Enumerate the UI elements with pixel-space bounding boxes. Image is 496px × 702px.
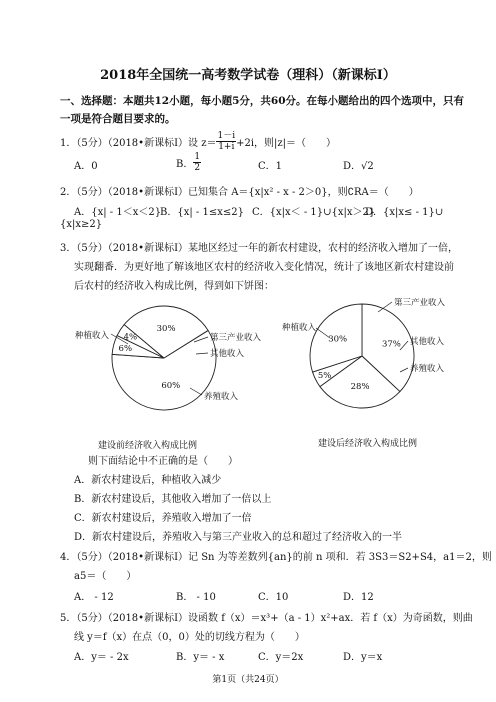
q1-option-b-denominator: 2: [194, 163, 201, 173]
q1-option-a: A．0: [74, 161, 98, 172]
question-3-line1: 3．（5分）（2018•新课标Ⅰ）某地区经过一年的新农村建设，农村的经济收入增加了一倍，: [60, 243, 459, 254]
pie-after-slices: [310, 304, 414, 408]
q4-option-c: C．10: [258, 592, 289, 603]
q3-option-a: A．新农村建设后，种植收入减少: [74, 475, 222, 486]
q1-option-d: D．√2: [343, 161, 374, 172]
question-4-line2: a5＝（ ）: [74, 571, 137, 582]
page-title: 2018年全国统一高考数学试卷（理科）（新课标Ⅰ）: [100, 68, 396, 83]
q5-option-b: B．y＝ - x: [176, 652, 225, 663]
q2-option-c: C．{x|x＜ - 1}∪{x|x＞2}: [252, 207, 376, 218]
pie-after-category-label: 其他收入: [410, 337, 445, 347]
pie-before-pct-label: 6%: [118, 343, 133, 354]
pie-after-caption: 建设后经济收入构成比例: [318, 439, 418, 449]
pie-after-category-label: 第三产业收入: [394, 298, 446, 308]
q4-option-b: B． - 10: [176, 592, 216, 603]
section-heading-line2: 一项是符合题目要求的。: [60, 113, 176, 125]
page-footer: 第1页（共24页）: [212, 675, 284, 685]
pie-before-pct-label: 30%: [156, 324, 176, 335]
q3-option-d: D．新农村建设后，养殖收入与第三产业收入的总和超过了经济收入的一半: [74, 532, 403, 543]
q2-option-b: B．{x| - 1≤x≤2}: [160, 207, 244, 218]
pie-before-category-label: 其他收入: [210, 349, 245, 359]
q5-option-d: D．y＝x: [343, 652, 383, 663]
question-5-line2: 线 y＝f（x）在点（0，0）处的切线方程为（ ）: [74, 632, 305, 643]
q1-option-b-label: B．: [176, 159, 194, 170]
question-2-stem: 2．（5分）（2018•新课标Ⅰ）已知集合 A＝{x|x² - x - 2＞0}，则∁RA＝（ ）: [60, 187, 419, 198]
q2-option-a: A．{x| - 1＜x＜2}: [74, 207, 162, 218]
question-3-line3: 后农村的经济收入构成比例，得到如下饼图：: [74, 281, 274, 292]
pie-before-category-label: 养殖收入: [204, 392, 239, 402]
q1-fraction: [216, 131, 236, 152]
question-4-line1: 4．（5分）（2018•新课标Ⅰ）记 Sn 为等差数列{an}的前 n 项和．若 3S3＝S2+S4，a1＝2，则: [60, 552, 492, 563]
q1-stem-part-b: +2i，则|z|＝（ ）: [236, 138, 337, 149]
pie-after-pct-label: 37%: [381, 339, 401, 350]
q1-fraction-denominator: 1+i: [218, 142, 235, 152]
q1-fraction-numerator: 1－i: [217, 131, 236, 141]
pie-after-pct-label: 30%: [328, 334, 348, 345]
question-3-lead: 则下面结论中不正确的是（ ）: [88, 456, 238, 467]
pie-before-category-label: 种植收入: [75, 331, 110, 341]
q4-option-d: D．12: [343, 592, 374, 603]
q1-option-c: C．1: [258, 161, 283, 172]
q4-option-a: A． - 12: [74, 592, 114, 603]
q1-option-b: [176, 152, 201, 173]
pie-chart-before: [72, 300, 272, 435]
q2-option-d: D．{x|x≤ - 1}∪: [365, 207, 444, 218]
q1-stem-part-a: 1．（5分）（2018•新课标Ⅰ）设 z＝: [60, 138, 217, 149]
question-5-line1: 5．（5分）（2018•新课标Ⅰ）设函数 f（x）＝x³+（a - 1）x²+ax．若 f（x）为奇函数，则曲: [60, 613, 473, 624]
q2-option-d-continued: {x|x≥2}: [60, 219, 103, 230]
pie-before-category-label: 第三产业收入: [210, 333, 262, 343]
section-heading-line1: 一、选择题：本题共12小题，每小题5分，共60分。在每小题给出的四个选项中，只有: [60, 95, 465, 107]
pie-after-category-label: 养殖收入: [410, 364, 445, 374]
q5-option-a: A．y＝ - 2x: [74, 652, 129, 663]
pie-before-pct-label: 4%: [123, 332, 138, 343]
q1-option-b-numerator: 1: [194, 152, 201, 162]
pie-after-pct-label: 5%: [317, 371, 332, 382]
pie-before-caption: 建设前经济收入构成比例: [98, 441, 198, 451]
q3-option-b: B．新农村建设后，其他收入增加了一倍以上: [74, 494, 272, 505]
pie-after-pct-label: 28%: [350, 381, 370, 392]
question-3-line2: 实现翻番．为更好地了解该地区农村的经济收入变化情况，统计了该地区新农村建设前: [74, 262, 454, 273]
q1-option-b-fraction: [193, 152, 201, 173]
question-1-stem: [60, 131, 336, 152]
pie-before-pct-label: 60%: [161, 381, 181, 392]
pie-after-category-label: 种植收入: [282, 323, 317, 333]
pie-chart-after: [282, 298, 478, 426]
q5-option-c: C．y＝2x: [258, 652, 304, 663]
q3-option-c: C．新农村建设后，养殖收入增加了一倍: [74, 513, 252, 524]
